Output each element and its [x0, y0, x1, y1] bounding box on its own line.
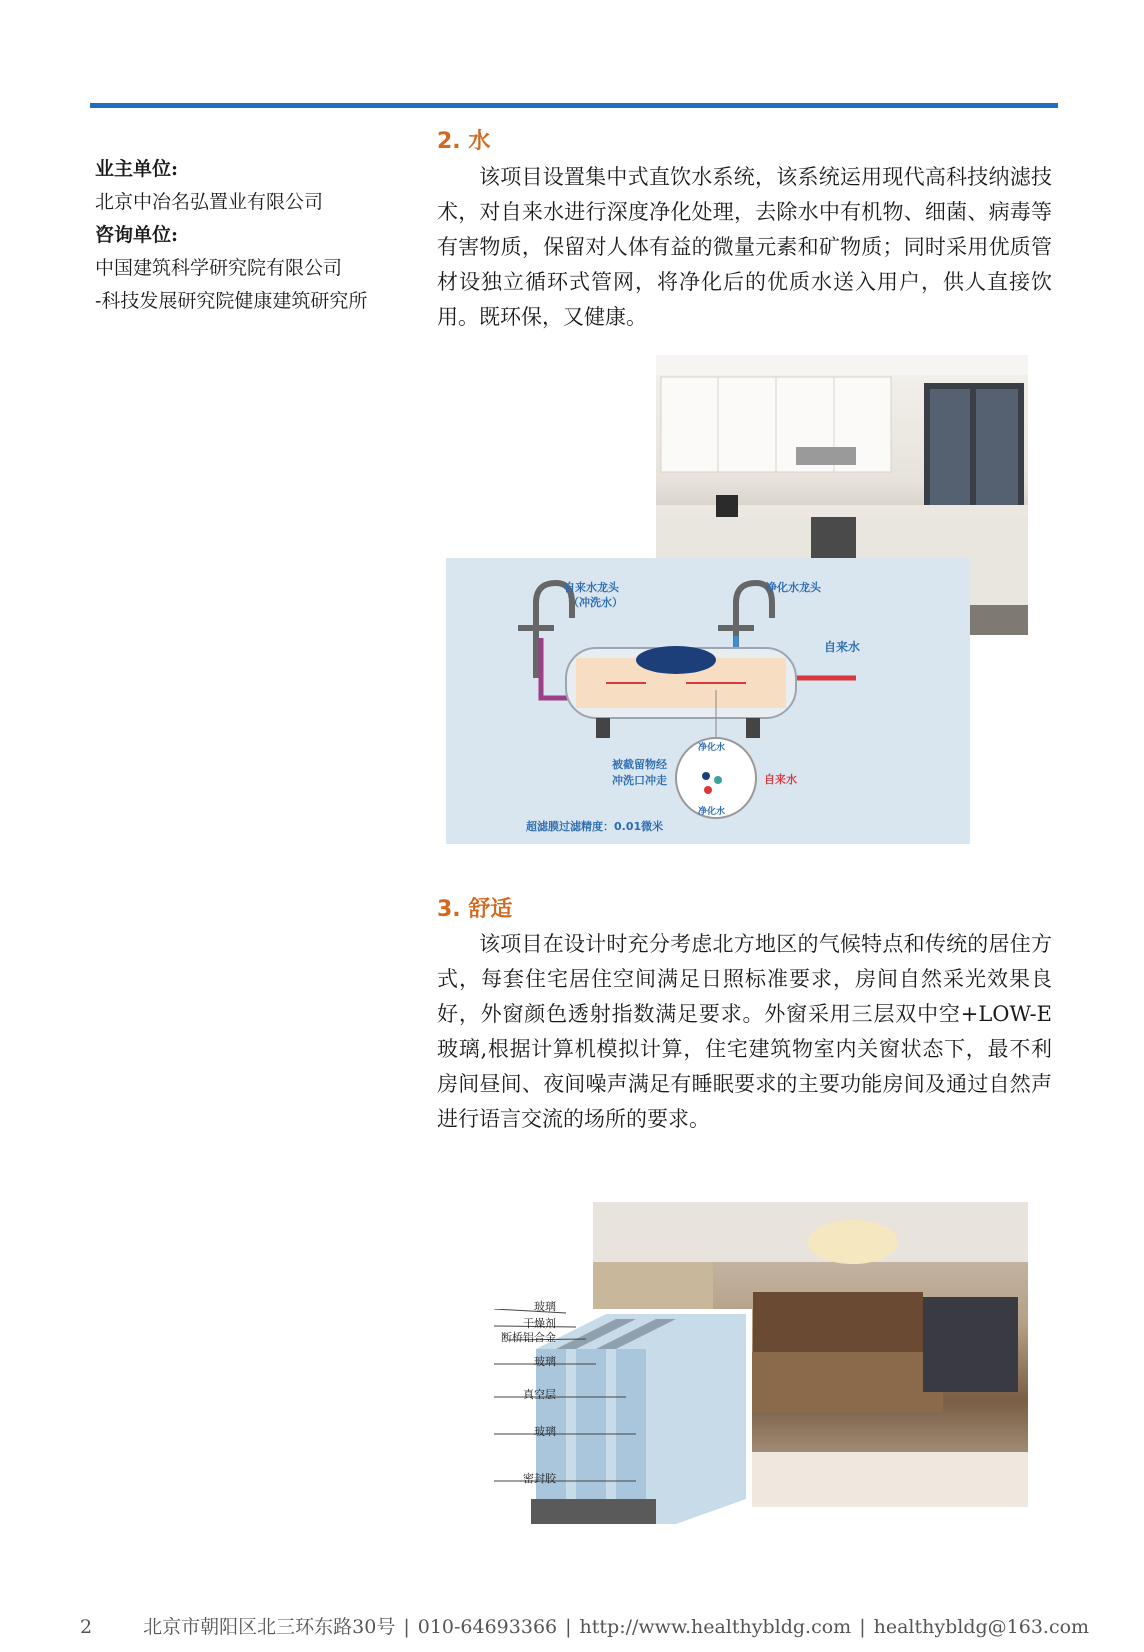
water-paragraph — [437, 160, 1052, 335]
owner-label: 业主单位: — [95, 158, 179, 180]
window-label-desiccant: 干燥剂 — [523, 1317, 556, 1330]
detail-tap-label: 自来水 — [764, 773, 797, 786]
detail-pure-bottom: 净化水 — [698, 807, 726, 817]
owner-value: 北京中冶名弘置业有限公司 — [95, 191, 324, 213]
comfort-section-title: 3. 舒适 — [437, 897, 513, 922]
tap-faucet-label-2: （冲洗水） — [568, 596, 623, 609]
sidebar — [95, 153, 425, 318]
page-footer: 2 北京市朝阳区北三环东路30号 | 010-64693366 | http://www.healthybldg.com | healthybldg@163.com — [80, 1616, 1090, 1638]
water-section-title: 2. 水 — [437, 129, 491, 154]
consult-value-1: 中国建筑科学研究院有限公司 — [95, 257, 343, 279]
detail-flush-1: 被截留物经 — [612, 758, 667, 771]
page-number: 2 — [80, 1616, 93, 1638]
filter-precision: 超滤膜过滤精度：0.01微米 — [526, 820, 664, 833]
footer-website[interactable]: http://www.healthybldg.com — [579, 1616, 852, 1638]
detail-flush-2: 冲洗口冲走 — [612, 774, 667, 787]
water-body: 该项目设置集中式直饮水系统，该系统运用现代高科技纳滤技术，对自来水进行深度净化处理，去除水中有机物、细菌、病毒等有害物质，保留对人体有益的微量元素和矿物质；同时采用优质管材设独立循环式管网，将净化后的优质水送入用户，供人直接饮用。既环保，又健康。 — [437, 165, 1052, 329]
comfort-paragraph — [437, 927, 1052, 1137]
consult-label: 咨询单位: — [95, 224, 179, 246]
tap-water-faucet — [518, 583, 572, 678]
consult-value-2: -科技发展研究院健康建筑研究所 — [95, 290, 368, 312]
header-rule — [90, 103, 1058, 108]
footer-email[interactable]: healthybldg@163.com — [873, 1616, 1090, 1638]
tap-faucet-label-1: 自来水龙头 — [564, 581, 619, 594]
window-label-glass-1: 玻璃 — [534, 1300, 556, 1313]
inlet-label: 自来水 — [824, 640, 861, 654]
water-purifier-diagram — [446, 558, 970, 844]
window-label-sealant: 密封胶 — [523, 1472, 556, 1485]
detail-pure-top: 净化水 — [698, 743, 726, 753]
window-label-glass-3: 玻璃 — [534, 1425, 556, 1438]
window-label-vacuum: 真空层 — [523, 1388, 556, 1401]
pure-faucet-label: 净化水龙头 — [766, 581, 821, 594]
comfort-body: 该项目在设计时充分考虑北方地区的气候特点和传统的居住方式，每套住宅居住空间满足日照标准要求，房间自然采光效果良好，外窗颜色透射指数满足要求。外窗采用三层双中空+LOW-E玻璃,根据计算机模拟计算，住宅建筑物室内关窗状态下，最不利房间昼间、夜间噪声满足有睡眠要求的主要功能房间及通过自然声进行语言交流的场所的要求。 — [437, 932, 1052, 1131]
footer-address: 北京市朝阳区北三环东路30号 — [143, 1616, 396, 1638]
window-label-aluminum: 断桥铝合金 — [501, 1331, 556, 1344]
window-label-glass-2: 玻璃 — [534, 1355, 556, 1368]
footer-phone: 010-64693366 — [417, 1616, 558, 1638]
